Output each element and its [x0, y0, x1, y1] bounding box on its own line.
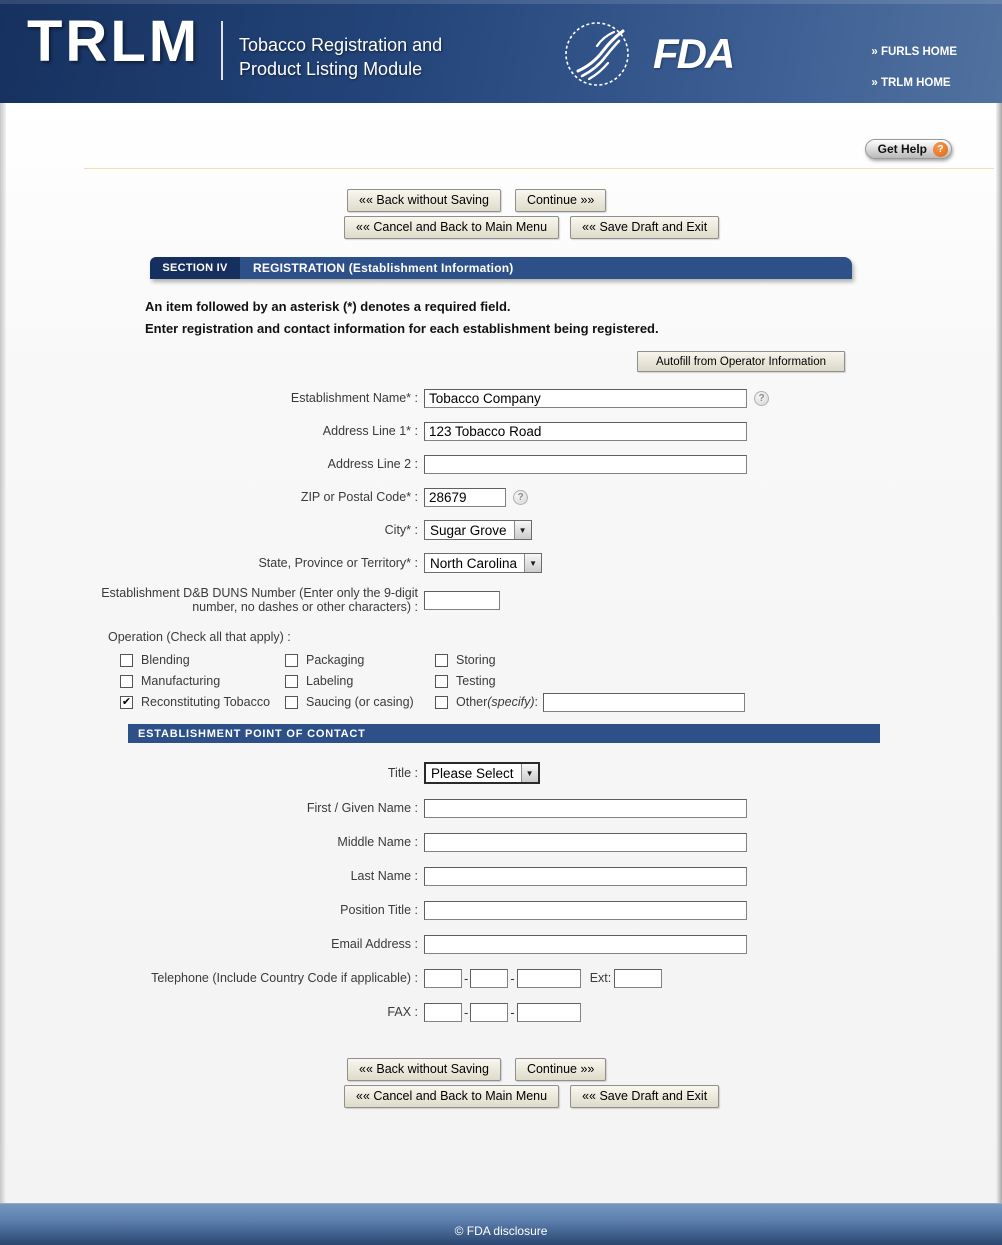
poc-form: [0, 762, 1002, 1036]
footer-disclosure-link[interactable]: © FDA disclosure: [454, 1224, 548, 1238]
right-edge-border: [996, 103, 1002, 1203]
operations-row-1: [120, 650, 745, 670]
blending-checkbox[interactable]: [120, 654, 133, 667]
labeling-checkbox[interactable]: [285, 675, 298, 688]
title-selected-value: Please Select: [431, 766, 514, 781]
position-title-input[interactable]: [424, 901, 747, 920]
position-title-label: Position Title :: [340, 903, 418, 917]
fda-logo: FDA: [653, 30, 734, 77]
duns-label-line1: Establishment D&B DUNS Number (Enter only the 9-digit: [101, 586, 418, 600]
manufacturing-label: Manufacturing: [141, 674, 221, 688]
instruction-line-1: An item followed by an asterisk (*) denotes a required field.: [145, 299, 511, 314]
duns-input[interactable]: [424, 591, 500, 610]
duns-label: [0, 586, 424, 614]
header-links: [871, 46, 957, 108]
telephone-row: [0, 968, 1002, 988]
content-area: [0, 103, 1002, 1203]
zip-help-icon[interactable]: ?: [513, 490, 528, 505]
establishment-name-help-icon[interactable]: ?: [754, 391, 769, 406]
chevron-down-icon: ▼: [514, 521, 531, 539]
packaging-label: Packaging: [306, 653, 365, 667]
chevron-down-icon: ▼: [524, 554, 541, 572]
last-name-input[interactable]: [424, 867, 747, 886]
autofill-operator-button[interactable]: Autofill from Operator Information: [637, 351, 845, 372]
operation-labeling: [285, 674, 435, 688]
testing-label: Testing: [456, 674, 496, 688]
other-checkbox[interactable]: [435, 696, 448, 709]
section-tab: SECTION IV: [150, 257, 240, 279]
saucing-checkbox[interactable]: [285, 696, 298, 709]
city-row: [0, 520, 1002, 540]
operations-section: [108, 630, 745, 713]
fax-dash: -: [464, 1004, 469, 1020]
operation-storing: [435, 653, 496, 667]
state-selected-value: North Carolina: [430, 556, 518, 571]
instruction-line-2: Enter registration and contact information for each establishment being registered.: [145, 321, 659, 336]
title-select[interactable]: [424, 762, 540, 784]
address-line2-input[interactable]: [424, 455, 747, 474]
address-line2-row: [0, 454, 1002, 474]
operation-blending: [120, 653, 285, 667]
bottom-button-row-2: [344, 1085, 719, 1108]
section-bar: [150, 257, 852, 279]
save-draft-exit-button[interactable]: «« Save Draft and Exit: [570, 216, 719, 239]
operation-reconstituting: [120, 695, 285, 709]
packaging-checkbox[interactable]: [285, 654, 298, 667]
blending-label: Blending: [141, 653, 190, 667]
trlm-home-link[interactable]: » TRLM HOME: [871, 77, 951, 89]
fax-dash: -: [510, 1004, 515, 1020]
state-label: State, Province or Territory* :: [258, 556, 418, 570]
operations-row-2: [120, 671, 745, 691]
establishment-name-input[interactable]: [424, 389, 747, 408]
app-subtitle-line2: Product Listing Module: [239, 59, 423, 79]
fax-part1-input[interactable]: [424, 1003, 462, 1022]
zip-input[interactable]: [424, 488, 506, 507]
state-row: [0, 553, 1002, 573]
middle-name-input[interactable]: [424, 833, 747, 852]
storing-checkbox[interactable]: [435, 654, 448, 667]
saucing-label: Saucing (or casing): [306, 695, 414, 709]
reconstituting-tobacco-checkbox[interactable]: ✔: [121, 695, 132, 708]
address-line1-row: [0, 421, 1002, 441]
app-subtitle-line1: Tobacco Registration and: [239, 35, 443, 55]
hhs-seal-icon: [563, 20, 631, 88]
top-button-row-1: [347, 189, 606, 212]
bottom-button-row-1: [347, 1058, 606, 1081]
divider-line: [84, 168, 994, 169]
instructions: [145, 299, 659, 343]
duns-label-line2: number, no dashes or other characters) :: [192, 600, 418, 614]
telephone-part3-input[interactable]: [517, 969, 581, 988]
telephone-part1-input[interactable]: [424, 969, 462, 988]
middle-name-row: [0, 832, 1002, 852]
state-select[interactable]: [424, 553, 542, 573]
operation-packaging: [285, 653, 435, 667]
fax-part3-input[interactable]: [517, 1003, 581, 1022]
fax-row: [0, 1002, 1002, 1022]
operation-saucing: [285, 695, 435, 709]
app-subtitle: [239, 33, 442, 81]
ext-label: Ext:: [589, 971, 612, 985]
logo-divider: [221, 21, 223, 80]
fax-part2-input[interactable]: [470, 1003, 508, 1022]
city-selected-value: Sugar Grove: [430, 523, 507, 538]
get-help-button[interactable]: [865, 139, 952, 159]
establishment-name-label: Establishment Name* :: [290, 391, 418, 405]
help-question-icon: ?: [933, 142, 948, 157]
storing-label: Storing: [456, 653, 496, 667]
reconstituting-tobacco-label: Reconstituting Tobacco: [141, 695, 271, 709]
city-label: City* :: [384, 523, 418, 537]
first-name-label: First / Given Name :: [306, 801, 418, 815]
chevron-down-icon: ▼: [521, 764, 538, 782]
poc-section-header: ESTABLISHMENT POINT OF CONTACT: [128, 724, 880, 743]
operations-label: Operation (Check all that apply) :: [108, 630, 291, 644]
telephone-label: Telephone (Include Country Code if applicable) :: [151, 971, 418, 985]
middle-name-label: Middle Name :: [337, 835, 418, 849]
establishment-name-row: [0, 388, 1002, 408]
furls-home-link[interactable]: » FURLS HOME: [871, 46, 957, 58]
other-specify-label: (specify): [487, 695, 535, 709]
zip-label: ZIP or Postal Code* :: [300, 490, 418, 504]
city-select[interactable]: [424, 520, 532, 540]
first-name-row: [0, 798, 1002, 818]
back-without-saving-button[interactable]: «« Back without Saving: [347, 189, 501, 212]
other-specify-input[interactable]: [543, 693, 745, 712]
manufacturing-checkbox[interactable]: [120, 675, 133, 688]
top-button-row-2: [344, 216, 719, 239]
trlm-logo: TRLM: [27, 9, 201, 74]
operation-manufacturing: [120, 674, 285, 688]
cancel-back-main-menu-button[interactable]: «« Cancel and Back to Main Menu: [344, 1085, 559, 1108]
establishment-form: [0, 388, 1002, 627]
save-draft-exit-button[interactable]: «« Save Draft and Exit: [570, 1085, 719, 1108]
telephone-ext-input[interactable]: [614, 969, 662, 988]
footer-bar: [0, 1203, 1002, 1245]
labeling-label: Labeling: [306, 674, 354, 688]
title-label: Title :: [387, 766, 418, 780]
header-banner: [0, 0, 1002, 103]
operation-other: [435, 693, 745, 712]
other-label: Other: [456, 695, 488, 709]
title-row: [0, 762, 1002, 784]
back-without-saving-button[interactable]: «« Back without Saving: [347, 1058, 501, 1081]
left-edge-border: [0, 103, 6, 1203]
telephone-dash: -: [464, 970, 469, 986]
get-help-label: Get Help: [877, 142, 927, 156]
duns-row: [0, 586, 1002, 614]
testing-checkbox[interactable]: [435, 675, 448, 688]
continue-button[interactable]: Continue »»: [515, 1058, 606, 1081]
other-colon: :: [534, 695, 538, 709]
email-label: Email Address :: [331, 937, 418, 951]
operations-row-3: [120, 692, 745, 712]
telephone-dash: -: [510, 970, 515, 986]
position-title-row: [0, 900, 1002, 920]
operation-testing: [435, 674, 496, 688]
fax-label: FAX :: [387, 1005, 418, 1019]
zip-row: [0, 487, 1002, 507]
address-line2-label: Address Line 2 :: [327, 457, 418, 471]
telephone-part2-input[interactable]: [470, 969, 508, 988]
last-name-label: Last Name :: [350, 869, 418, 883]
first-name-input[interactable]: [424, 799, 747, 818]
section-title: REGISTRATION (Establishment Information): [240, 257, 852, 279]
email-row: [0, 934, 1002, 954]
continue-button[interactable]: Continue »»: [515, 189, 606, 212]
last-name-row: [0, 866, 1002, 886]
cancel-back-main-menu-button[interactable]: «« Cancel and Back to Main Menu: [344, 216, 559, 239]
address-line1-input[interactable]: [424, 422, 747, 441]
address-line1-label: Address Line 1* :: [322, 424, 418, 438]
email-input[interactable]: [424, 935, 747, 954]
